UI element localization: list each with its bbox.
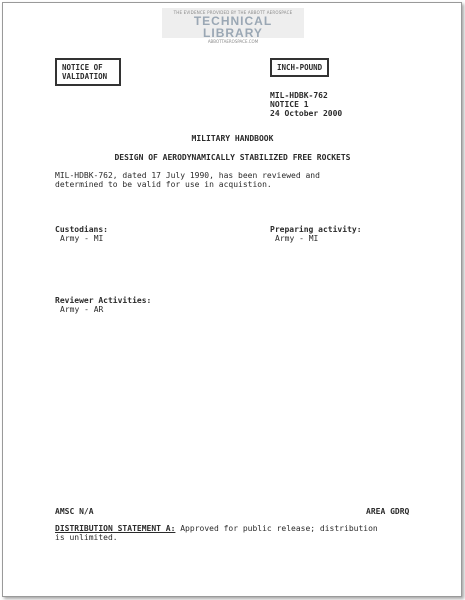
- inch-pound-box: [270, 58, 329, 77]
- distribution-label: DISTRIBUTION STATEMENT A:: [55, 524, 176, 533]
- reviewer-activities-value: Army - AR: [60, 305, 104, 314]
- notice-box-line1: NOTICE OF: [62, 63, 103, 72]
- custodians-value: Army - MI: [60, 234, 104, 243]
- page-heading: MILITARY HANDBOOK: [191, 134, 274, 143]
- inch-pound-label: INCH-POUND: [277, 63, 323, 72]
- banner-tagline: THE EVIDENCE PROVIDED BY THE ABBOTT AEROSPACE: [173, 10, 293, 15]
- notice-date: 24 October 2000: [270, 109, 343, 118]
- body-line-1: MIL-HDBK-762, dated 17 July 1990, has been reviewed and: [55, 171, 320, 180]
- custodians-label: Custodians:: [55, 225, 108, 234]
- technical-library-banner: [162, 8, 304, 44]
- distribution-text-1: Approved for public release; distribution: [175, 524, 378, 533]
- notice-box-line2: VALIDATION: [62, 72, 108, 81]
- reviewer-activities-label: Reviewer Activities:: [55, 296, 152, 305]
- preparing-activity-value: Army - MI: [275, 234, 319, 243]
- banner-url: ABBOTTAEROSPACE.COM: [207, 39, 259, 44]
- banner-title: TECHNICAL LIBRARY: [193, 14, 273, 40]
- notice-number: NOTICE 1: [270, 100, 309, 109]
- distribution-statement: [55, 524, 378, 533]
- document-title: DESIGN OF AERODYNAMICALLY STABILIZED FREE ROCKETS: [114, 153, 351, 162]
- body-line-2: determined to be valid for use in acquistion.: [55, 180, 272, 189]
- preparing-activity-label: Preparing activity:: [270, 225, 362, 234]
- notice-of-validation-box: [55, 58, 121, 86]
- distribution-text-2: is unlimited.: [55, 533, 118, 542]
- amsc-code: AMSC N/A: [55, 507, 94, 516]
- document-number: MIL-HDBK-762: [270, 91, 328, 100]
- area-code: AREA GDRQ: [366, 507, 410, 516]
